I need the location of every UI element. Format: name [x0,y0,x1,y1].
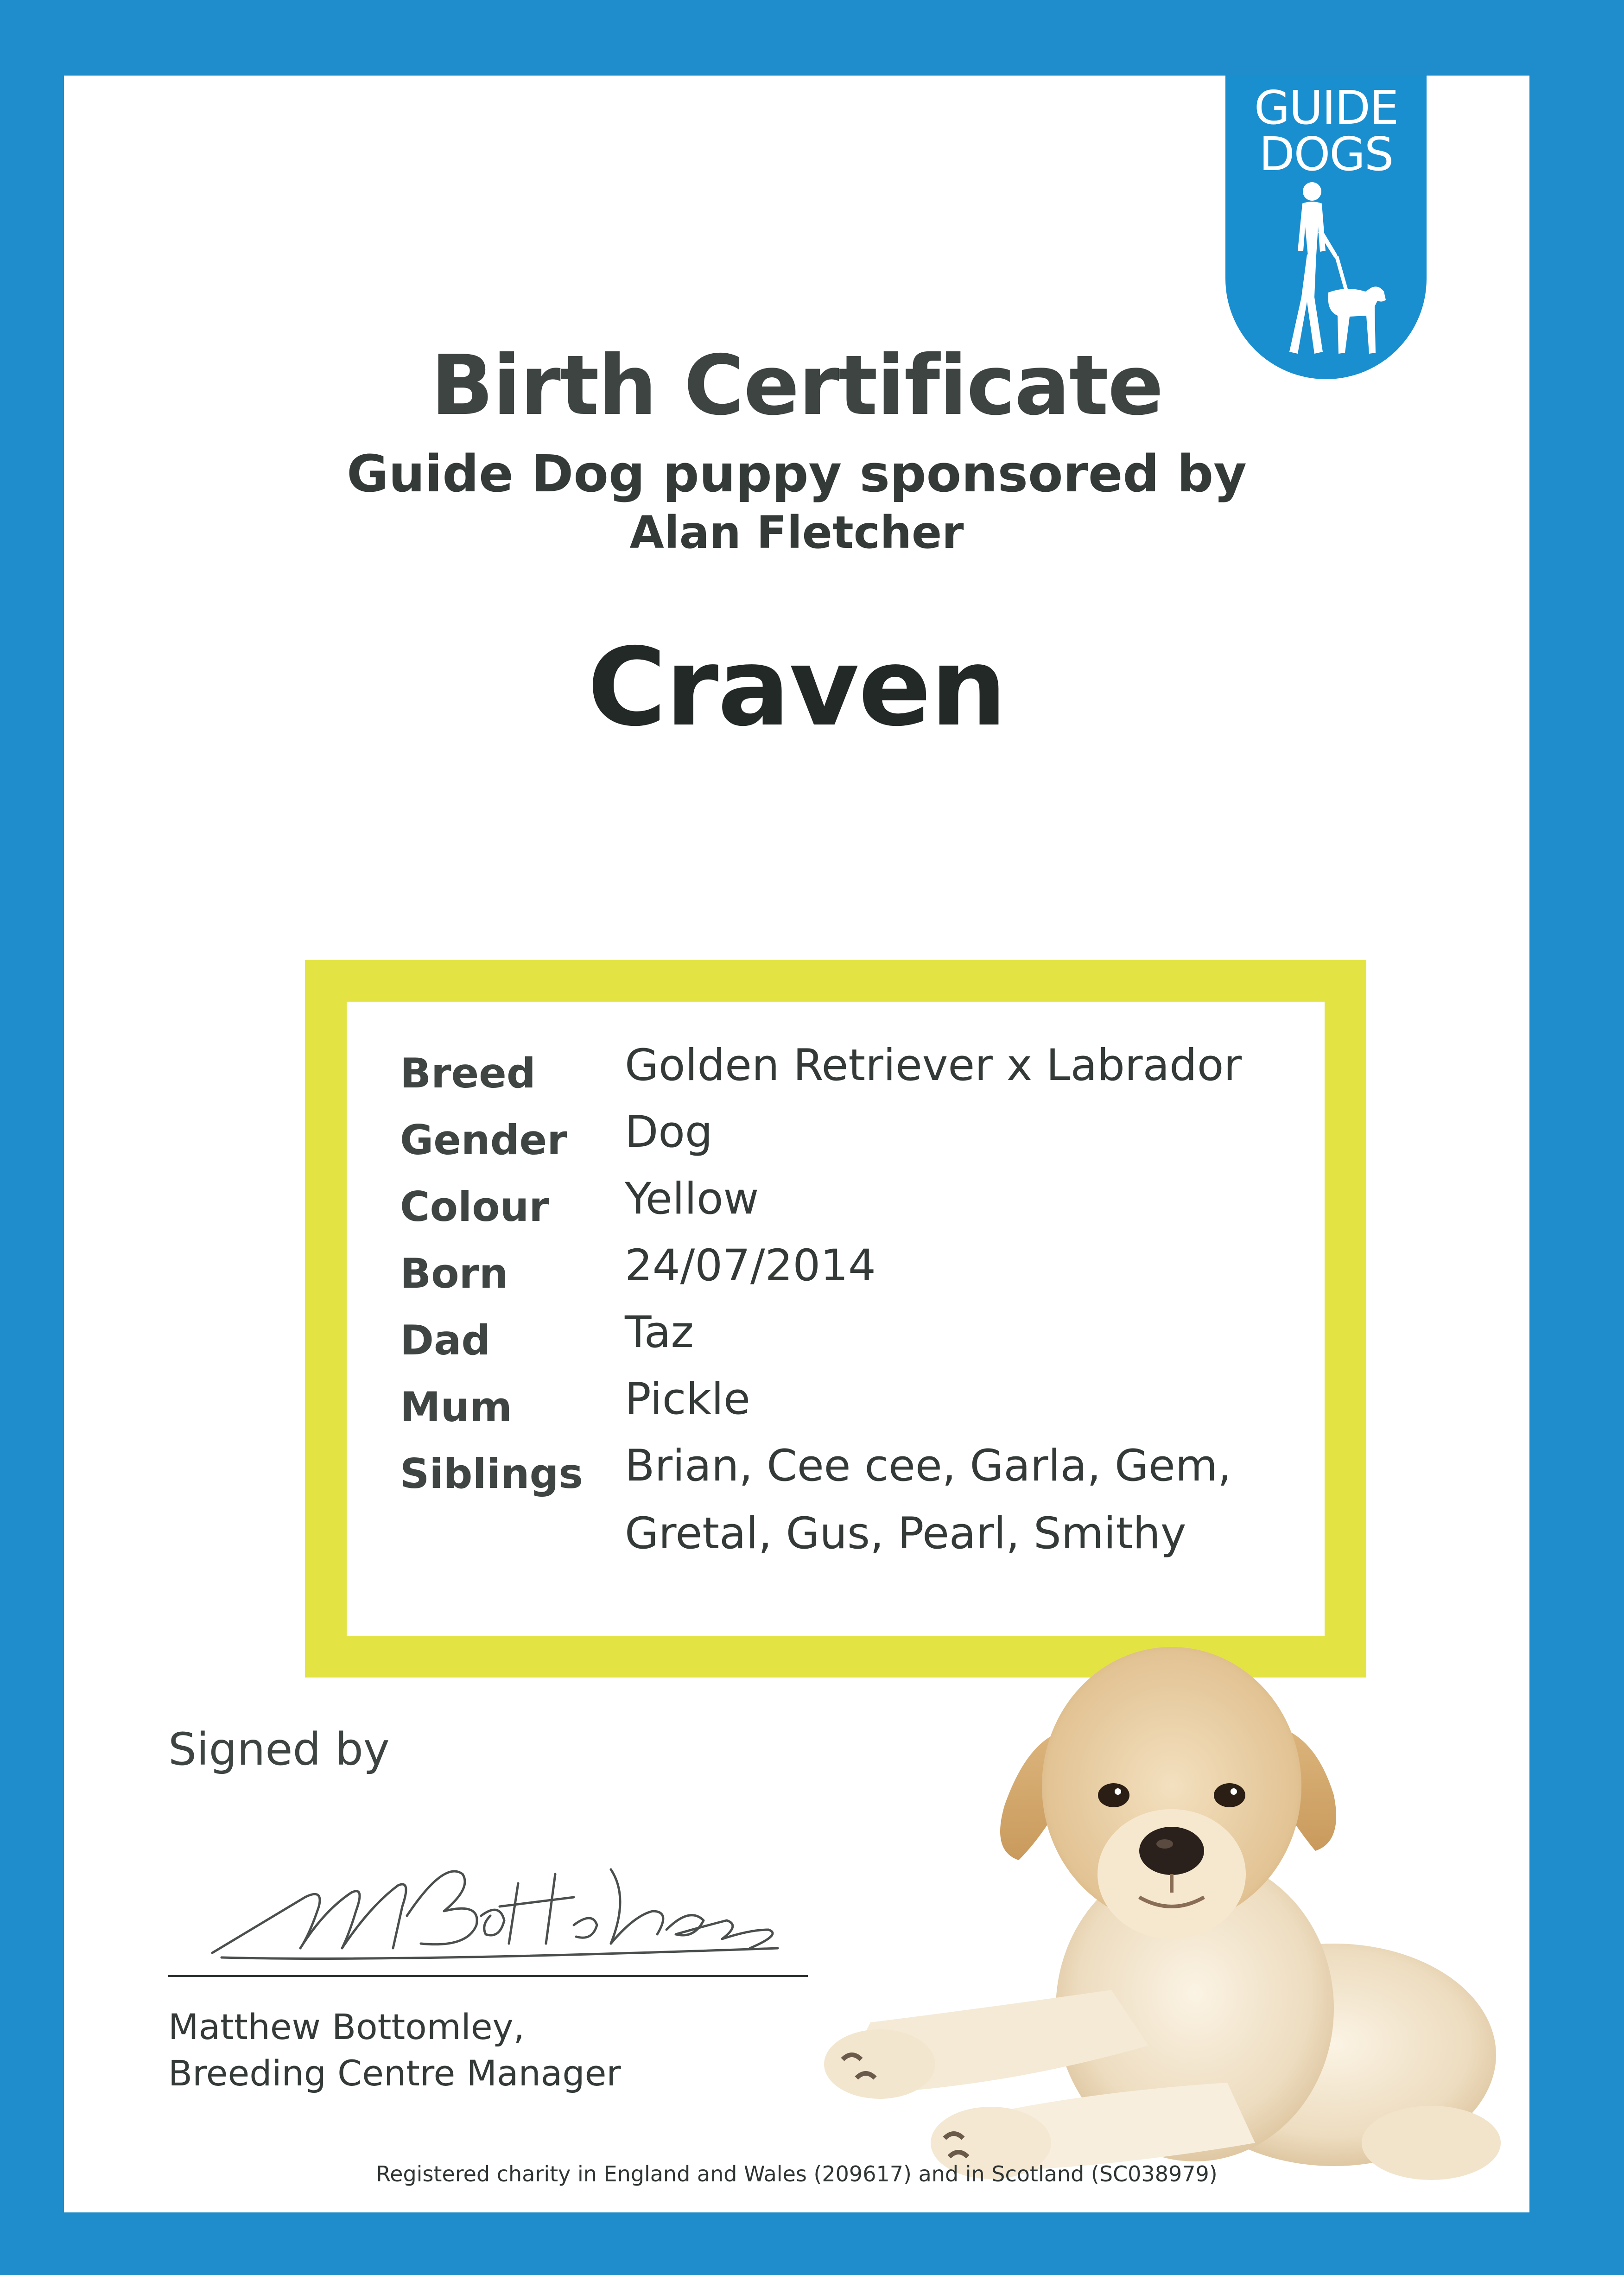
detail-row-born [400,1232,1322,1299]
details-frame [305,960,1366,1678]
signed-by-label: Signed by [168,1723,390,1775]
details-list [400,1032,1322,1559]
puppy-name: Craven [587,625,1006,750]
detail-label: Mum [400,1383,512,1431]
details-box [347,1002,1325,1636]
detail-label: Breed [400,1049,536,1097]
detail-row-breed [400,1032,1322,1099]
detail-label: Dad [400,1316,491,1364]
certificate-subtitle: Guide Dog puppy sponsored by [347,444,1247,503]
puppy-illustration [787,1591,1510,2185]
detail-value: Taz [625,1307,694,1358]
detail-row-dad [400,1299,1322,1366]
signer-name: Matthew Bottomley, [168,2006,525,2047]
handwritten-signature [203,1842,806,1981]
logo-line-1: GUIDE [1254,81,1398,135]
guide-dogs-logo [1225,76,1427,379]
detail-row-colour [400,1165,1322,1232]
detail-label: Gender [400,1116,567,1164]
detail-value: Golden Retriever x Labrador [625,1040,1242,1091]
certificate-sheet [64,76,1529,2212]
logo-line-2: DOGS [1259,127,1393,181]
logo-text [1225,81,1427,181]
certificate-title: Birth Certificate [431,337,1163,433]
charity-footer: Registered charity in England and Wales (209617) and in Scotland (SC038979) [376,2161,1218,2186]
detail-value: 24/07/2014 [625,1240,876,1291]
detail-value: Yellow [625,1174,759,1224]
detail-label: Siblings [400,1450,583,1498]
detail-label: Colour [400,1183,549,1231]
detail-value: Pickle [625,1374,750,1424]
detail-row-gender [400,1099,1322,1165]
detail-row-siblings [400,1432,1322,1559]
detail-row-mum [400,1366,1322,1432]
signer-role: Breeding Centre Manager [168,2053,621,2094]
sponsor-name: Alan Fletcher [629,507,964,559]
detail-label: Born [400,1250,508,1297]
detail-value: Brian, Cee cee, Garla, Gem, Gretal, Gus, Pearl, Smithy [625,1441,1232,1559]
detail-value: Dog [625,1107,713,1157]
signature-line [168,1975,808,1977]
